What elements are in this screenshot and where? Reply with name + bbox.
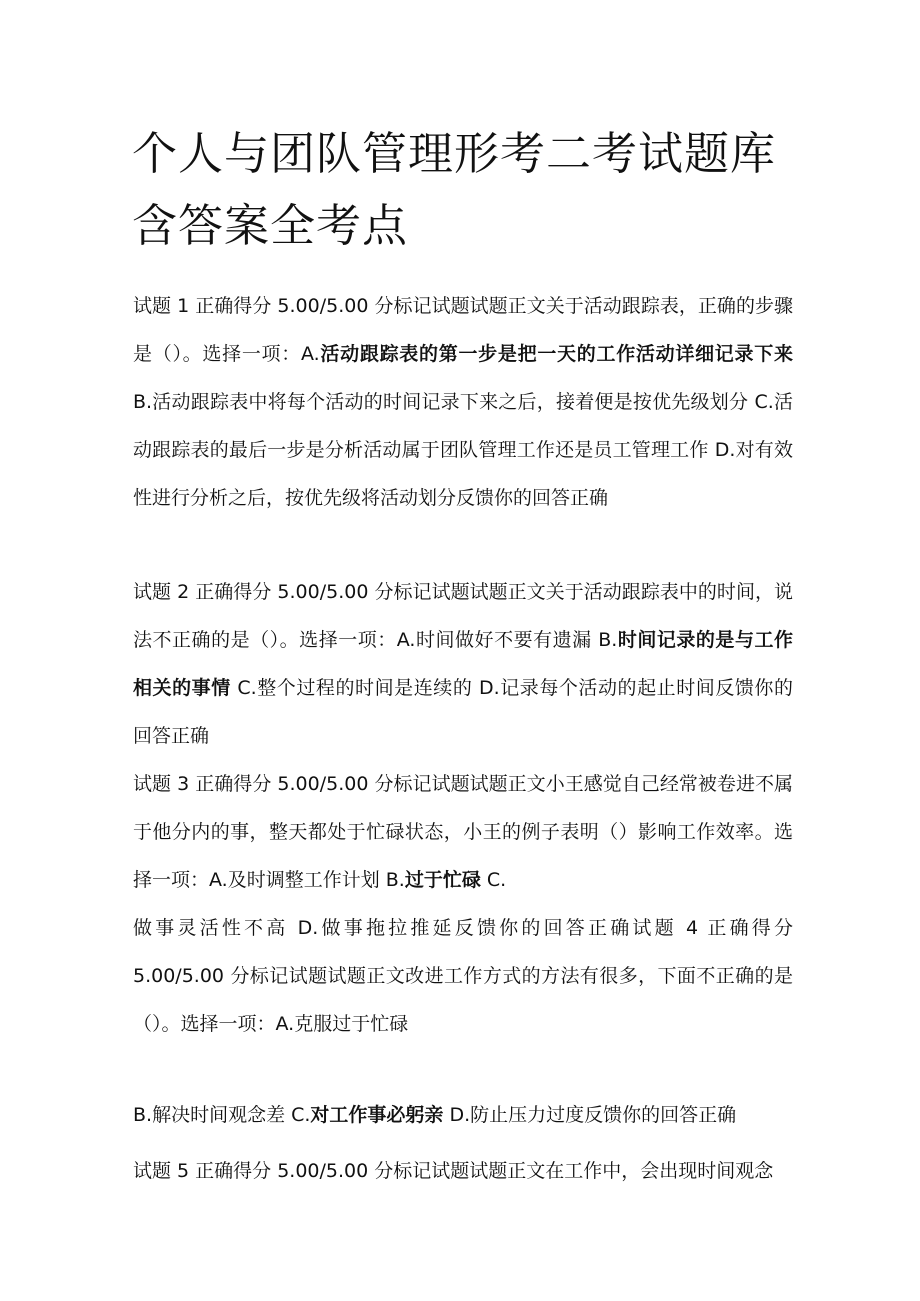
question-2	[133, 568, 793, 760]
question-1-text-b: B.活动跟踪表中将每个活动的时间记录下来之后，接着便是按优先级划分 C.活动跟踪表的最后一步是分析活动属于团队管理工作还是员工管理工作 D.对有效性进行分析之后，按优先级将活动划分反馈你的回答正确	[133, 391, 793, 509]
question-3	[133, 760, 793, 1048]
question-4-text-b: D.防止压力过度反馈你的回答正确	[443, 1104, 737, 1126]
question-5-text: 试题 5 正确得分 5.00/5.00 分标记试题试题正文在工作中，会出现时间观念	[133, 1160, 774, 1182]
question-1-answer: 活动跟踪表的第一步是把一天的工作活动详细记录下来	[319, 343, 793, 365]
question-3-text-a: 试题 3 正确得分 5.00/5.00 分标记试题试题正文小王感觉自己经常被卷进不属于他分内的事，整天都处于忙碌状态，小王的例子表明（）影响工作效率。选择一项：A.及时调整工作计划 B.	[133, 773, 793, 891]
question-4-answer: 对工作事必躬亲	[310, 1104, 444, 1126]
document-title: 个人与团队管理形考二考试题库含答案全考点	[132, 127, 777, 252]
question-5	[133, 1147, 793, 1195]
question-3-answer: 过于忙碌	[404, 869, 481, 891]
question-1-text-a: 试题 1 正确得分 5.00/5.00 分标记试题试题正文关于活动跟踪表，正确的步骤是（）。选择一项：A.	[133, 295, 793, 365]
question-3-text-c: 做事灵活性不高 D.做事拖拉推延反馈你的回答正确试题 4 正确得分 5.00/5.00 分标记试题试题正文改进工作方式的方法有很多，下面不正确的是（）。选择一项：A.克服过于忙碌	[133, 917, 793, 1035]
question-2-answer: 时间记录的是与工作相关的事情	[133, 629, 793, 699]
question-2-text-b: C.整个过程的时间是连续的 D.记录每个活动的起止时间反馈你的回答正确	[133, 677, 793, 747]
question-4-options	[133, 1091, 793, 1139]
question-1	[133, 282, 793, 522]
question-4-text-a: B.解决时间观念差 C.	[133, 1104, 311, 1126]
question-3-text-b: C.	[480, 869, 507, 891]
question-2-text-a: 试题 2 正确得分 5.00/5.00 分标记试题试题正文关于活动跟踪表中的时间，说法不正确的是（）。选择一项：A.时间做好不要有遗漏 B.	[133, 581, 793, 651]
